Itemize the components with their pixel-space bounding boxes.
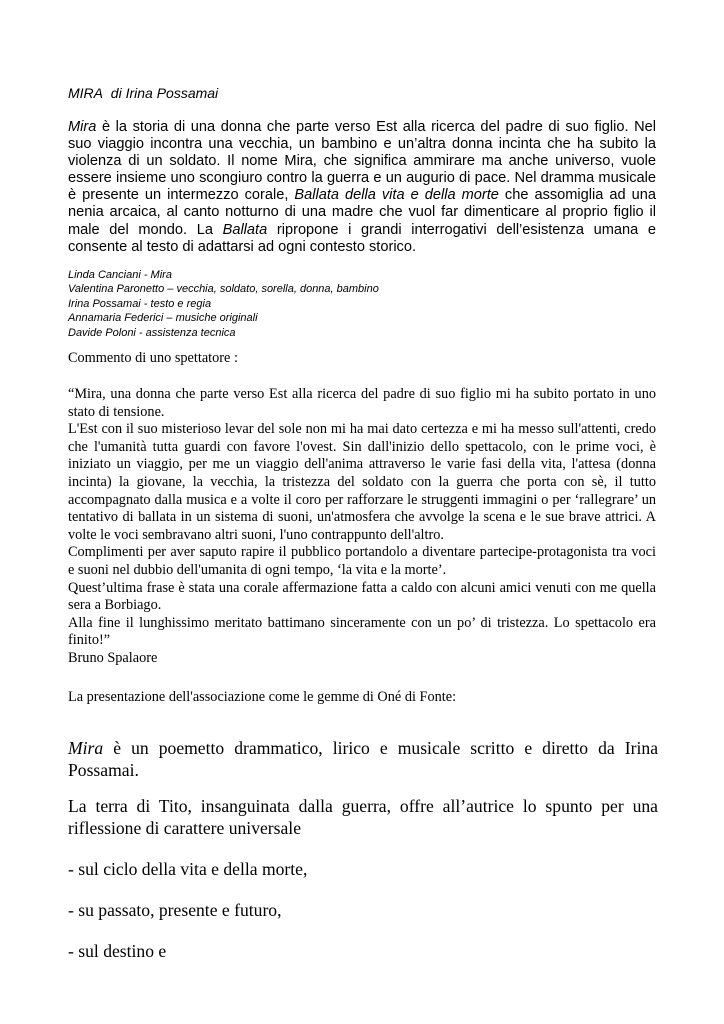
intro-text-2: che assomiglia ad una nenia arcaica, al canto notturno di una madre che vuol far dimenticare al proprio figlio il male del mondo. La — [68, 187, 656, 238]
intro-play-name: Mira — [68, 119, 97, 135]
credits-list — [68, 268, 656, 340]
presentation-heading: La presentazione dell'associazione come le gemme di Oné di Fonte: — [68, 689, 457, 705]
intro-ballad-title: Ballata della vita e della morte — [294, 187, 499, 204]
presentation-bullet: - sul destino e — [68, 941, 167, 961]
spectator-comment — [68, 386, 656, 668]
credit-line: Valentina Paronetto – vecchia, soldato, sorella, donna, bambino — [68, 283, 379, 296]
credit-line: Davide Poloni - assistenza tecnica — [68, 326, 236, 339]
credit-line: Annamaria Federici – musiche originali — [68, 312, 258, 325]
comment-paragraph: L'Est con il suo misterioso levar del sole non mi ha mai dato certezza e mi ha messo sull'attenti, credo che l'umanità tutta guardi con favore l'ovest. Sin dall'inizio dello spettacolo, con le prime voci, è iniziato un viaggio, per me un viaggio dell'anima attraverso le varie fasi della vita, l'attesa (donna incinta) la giovane, la vecchia, la tristezza del soldato con la guerra che porta con sè, il tutto accompagnato dalla musica e a volte il coro per rafforzare le struggenti immagini o per ‘rallegrare’ un tentativo di ballata in un sistema di suoni, un'atmosfera che avvolge la scena e le sue brave attrici. A volte le voci sembravano altri suoni, l'uno contrappunto dell'altro. — [68, 421, 656, 543]
comment-paragraph: “Mira, una donna che parte verso Est alla ricerca del padre di suo figlio mi ha subito portato in uno stato di tensione. — [68, 386, 656, 420]
comment-paragraph: Complimenti per aver saputo rapire il pubblico portandolo a diventare partecipe-protagonista tra voci e suoni nel dubbio dell'umanita di ogni tempo, ‘la vita e la morte’. — [68, 544, 656, 578]
presentation-line-2: La terra di Tito, insanguinata dalla guerra, offre all’autrice lo spunto per una riflessione di carattere universale — [68, 796, 658, 838]
credit-line: Linda Canciani - Mira — [68, 269, 172, 281]
comment-paragraph: Alla fine il lunghissimo meritato battimano sinceramente con un po’ di tristezza. Lo spettacolo era finito!” — [68, 614, 656, 649]
title-name: MIRA — [68, 85, 103, 101]
comment-heading: Commento di uno spettatore : — [68, 350, 238, 366]
comment-paragraph: Quest’ultima frase è stata una corale affermazione fatta a caldo con alcuni amici venuti con me quella sera a Borbiago. — [68, 579, 656, 614]
intro-ballad-short: Ballata — [222, 221, 268, 238]
title-author: di Irina Possamai — [110, 85, 219, 101]
presentation-section — [68, 737, 658, 962]
presentation-play-name: Mira — [68, 738, 104, 758]
document-title — [68, 84, 658, 102]
presentation-line-1: è un poemetto drammatico, lirico e musicale scritto e diretto da Irina Possamai. — [68, 738, 658, 780]
intro-text-3: ripropone i grandi interrogativi dell’esistenza umana e consente al testo di adattarsi ad ogni contesto storico. — [68, 221, 656, 255]
intro-text-1: è la storia di una donna che parte verso Est alla ricerca del padre di suo figlio. Nel suo viaggio incontra una vecchia, un bambino e un’altra donna incinta che ha subito la violenza di un soldato. Il nome Mira, che significa ammirare ma anche universo, vuole essere insieme uno scongiuro contro la guerra e un augurio di pace. Nel dramma musicale è presente un intermezzo corale, — [68, 119, 656, 204]
presentation-bullet: - sul ciclo della vita e della morte, — [68, 859, 308, 879]
presentation-line — [68, 737, 658, 781]
intro-paragraph — [68, 119, 656, 256]
presentation-bullet: - su passato, presente e futuro, — [68, 900, 282, 920]
comment-author: Bruno Spalaore — [68, 649, 158, 666]
credit-line: Irina Possamai - testo e regia — [68, 297, 212, 310]
